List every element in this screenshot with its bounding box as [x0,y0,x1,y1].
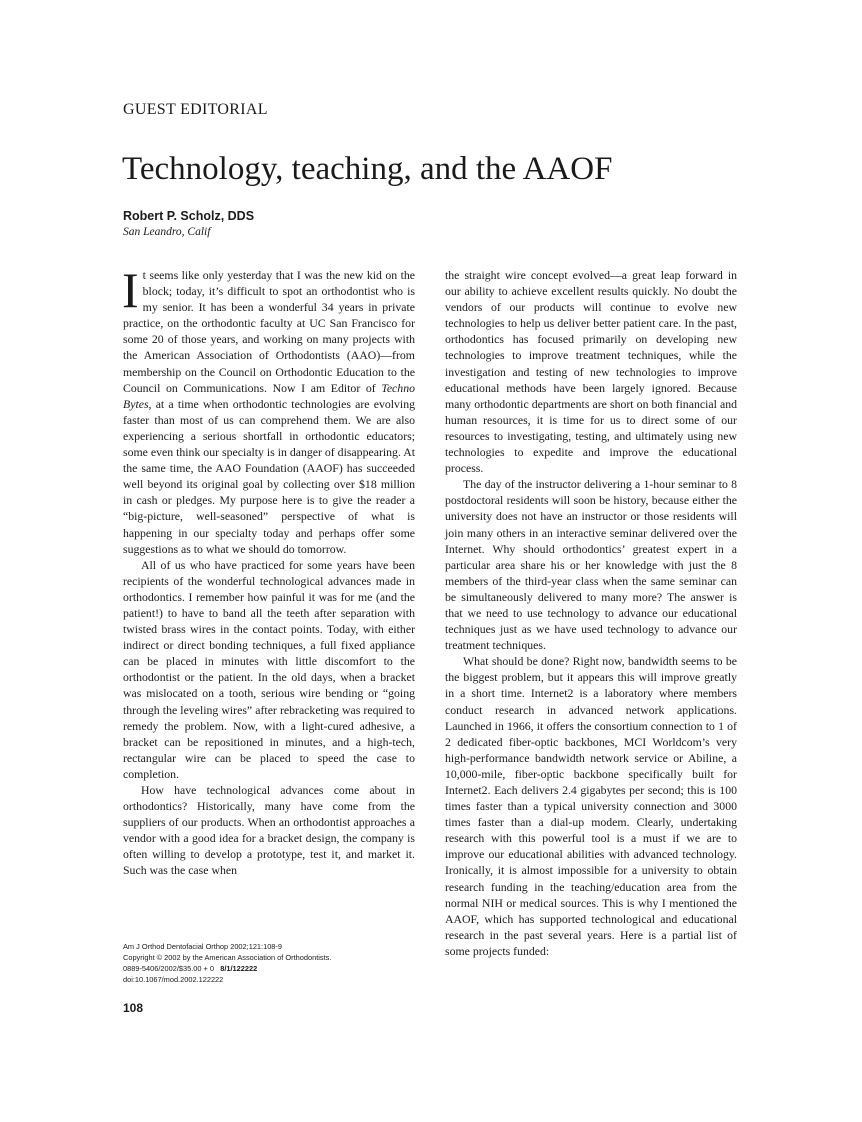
paragraph: All of us who have practiced for some years have been recipients of the wonderful technological advances made in orthodontics. I remember how painful it was for me (and the patient!) to have to band all the teeth after separation with twisted brass wires in the contact points. Today, with either indirect or direct bonding techniques, a full fixed appliance can be placed in minutes with little discomfort to the orthodontist or the patient. In the old days, when a bracket was mislocated on a tooth, serious wire bending or “going through the leveling wires” after rebracketing was required to remedy the problem. Now, with a light-cured adhesive, a bracket can be repositioned in minutes, and a high-tech, rectangular wire can be placed to speed the case to completion. [123,557,415,781]
paragraph: The day of the instructor delivering a 1-hour seminar to 8 postdoctoral residents will soon be history, because either the university does not have an instructor or those residents will join many others in an interactive seminar delivered over the Internet. Why should orthodontics’ greatest expert in a particular area share his or her knowledge with just the 8 members of the third-year class when the same seminar can be simultaneously delivered to many more? The answer is that we need to use technology to advance our educational techniques just as we have used technology to advance our treatment techniques. [445,477,737,653]
drop-cap: I [122,262,139,318]
page-number: 108 [123,1001,144,1015]
article-title: Technology, teaching, and the AAOF [122,151,613,187]
journal-citation: Am J Orthod Dentofacial Orthop 2002;121:108-9 [123,942,282,951]
paragraph-intro [122,262,415,557]
journal-name: Techno Bytes, [123,380,415,411]
left-column [122,262,415,879]
price-code-a: 0889-5406/2002/$35.00 + 0 [123,964,215,973]
price-code-b: 8/1/122222 [220,964,258,973]
paragraph-text: at a time when orthodontic technologies are evolving faster than most of us can comprehend them. We are also experiencing a serious shortfall in orthodontic educators; some even think our specialty is in danger of disappearing. At the same time, the AAO Foundation (AAOF) has succeeded well beyond its original goal by collecting over $18 million in cash or pledges. My purpose here is to give the reader a “big-picture, well-seasoned” perspective of what is happening in our specialty today and perhaps offer some suggestions as to what we should do tomorrow. [123,396,415,556]
citation-footnote [123,941,423,985]
paragraph: How have technological advances come about in orthodontics? Historically, many have come from the suppliers of our products. When an orthodontist approaches a vendor with a good idea for a bracket design, the company is often willing to develop a prototype, test it, and market it. Such was the case when [123,783,415,878]
doi: doi:10.1067/mod.2002.122222 [123,975,224,984]
author-name: Robert P. Scholz, DDS [123,209,255,223]
paragraph: the straight wire concept evolved—a great leap forward in our ability to achieve excellent results quickly. No doubt the vendors of our products will continue to evolve new technologies to help us deliver better patient care. In the past, orthodontics has focused primarily on developing new technologies to improve treatment techniques, while the investigation and testing of new technologies to improve educational methods have been largely ignored. Because many orthodontic departments are short on both financial and human resources, it is time for us to direct some of our resources to investigating, testing, and ultimately using new technologies to expedite and improve the educational process. [445,268,737,476]
price-code [123,963,423,974]
copyright-line: Copyright © 2002 by the American Association of Orthodontists. [123,953,332,962]
section-label: GUEST EDITORIAL [123,101,268,118]
author-affiliation: San Leandro, Calif [123,226,211,238]
paragraph-text: t seems like only yesterday that I was the new kid on the block; today, it’s difficult to spot an orthodontist who is my senior. It has been a wonderful 34 years in private practice, on the orthodontic faculty at UC San Francisco for some 20 of those years, and working on many projects with the American Association of Orthodontists (AAO)—from membership on the Council on Orthodontic Education to the Council on Communications. Now I am Editor of [123,268,415,395]
paragraph: What should be done? Right now, bandwidth seems to be the biggest problem, but it appears this will improve greatly in a short time. Internet2 is a laboratory where members conduct research in advanced network applications. Launched in 1966, it offers the consortium connection to 1 of 2 dedicated fiber-optic backbones, MCI Worldcom’s very high-performance bandwidth network service or Abiline, a 10,000-mile, fiber-optic backbone specifically built for Internet2. Each delivers 2.4 gigabytes per second; this is 100 times faster than a typical university connection and 3000 times faster than a dial-up modem. Clearly, undertaking research with this powerful tool is a must if we are to improve our educational abilities with advanced technology. Ironically, it is almost impossible for a university to obtain research funding in the teaching/education area from the normal NIH or medical sources. This is why I mentioned the AAOF, which has supported technological and educational research in the past several years. Here is a partial list of some projects funded: [445,654,737,958]
right-column [445,267,737,959]
